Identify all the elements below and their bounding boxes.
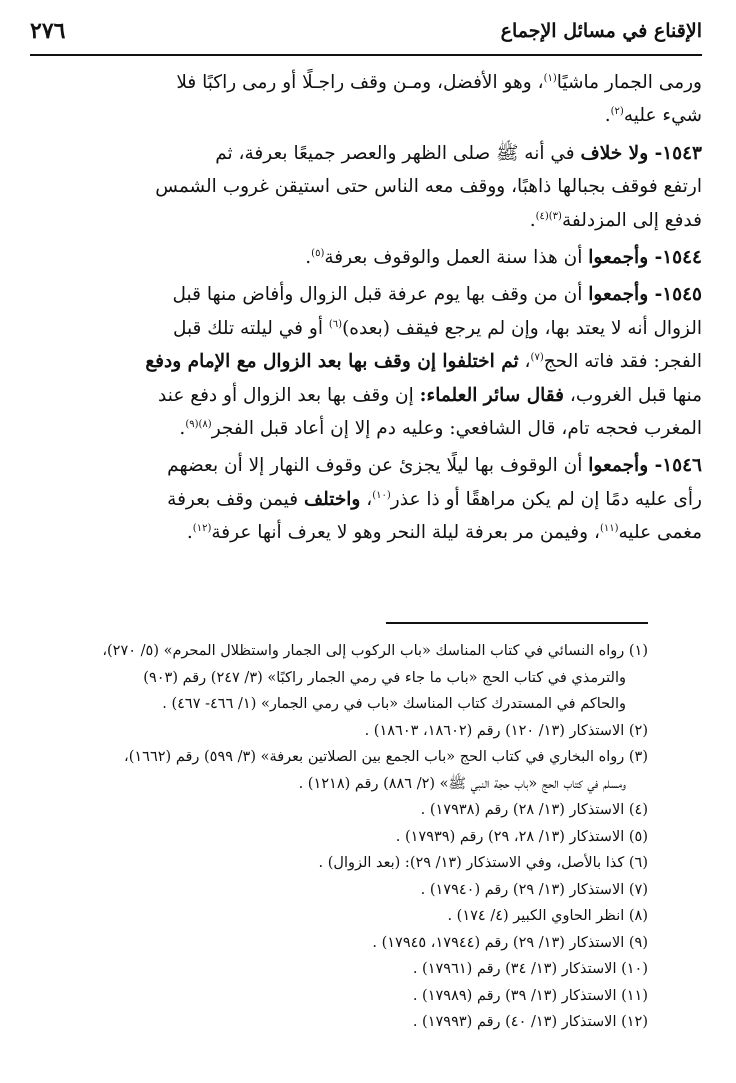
footnote-line: (١٢) الاستذكار (١٣/ ٤٠) رقم (١٧٩٩٣) . bbox=[412, 1014, 648, 1030]
keyword: واختلف bbox=[303, 488, 361, 510]
issue-number: ١٥٤٣ bbox=[662, 142, 702, 164]
footnote-line: (٤) الاستذكار (١٣/ ٢٨) رقم (١٧٩٣٨) . bbox=[420, 802, 648, 818]
keyword: وأجمعوا bbox=[588, 455, 649, 477]
running-title: الإقناع في مسائل الإجماع bbox=[500, 20, 702, 42]
page-number: ٢٧٦ bbox=[30, 18, 66, 44]
text-line: فدفع إلى المزدلفة$^{(٣)(٤)}$. bbox=[529, 209, 702, 231]
footnote-ref[interactable]: (٦) bbox=[328, 318, 343, 330]
footnote-line: والحاكم في المستدرك كتاب المناسك «باب في رمي الجمار» (١/ ٤٦٦- ٤٦٧) . bbox=[162, 696, 626, 712]
keyword: وأجمعوا bbox=[588, 247, 649, 269]
footnote-ref[interactable]: (٧) bbox=[530, 352, 544, 364]
issue-number: ١٥٤٦ bbox=[662, 455, 702, 477]
footnote-line: (٧) الاستذكار (١٣/ ٢٩) رقم (١٧٩٤٠) . bbox=[420, 881, 648, 898]
keyword: وأجمعوا bbox=[588, 284, 649, 306]
main-text bbox=[32, 66, 702, 554]
footnote-line: (٨) انظر الحاوي الكبير (٤/ ١٧٤) . bbox=[447, 908, 648, 924]
keyword: فقال سائر العلماء: bbox=[419, 384, 565, 406]
footnote-ref[interactable]: (٨)(٩) bbox=[185, 418, 212, 430]
issue-number: ١٥٤٤ bbox=[662, 247, 702, 269]
paragraph-1543 bbox=[32, 137, 702, 237]
footnote-line: (٣) رواه البخاري في كتاب الحج «باب الجمع بين الصلاتين بعرفة» (٣/ ٥٩٩) رقم (١٦٦٢)، bbox=[124, 749, 648, 765]
text-line: الزوال أنه لا يعتد بها، وإن لم يرجع فيقف (بعده)$^{(٦)}$ أو في ليلته تلك قبل bbox=[172, 317, 702, 339]
text-line: ارتفع فوقف بجبالها ذاهبًا، ووقف معه الناس حتى استيقن غروب الشمس bbox=[155, 176, 702, 198]
text-line: رأى عليه دمًا إن لم يكن مراهقًا أو ذا عذر$^{(١٠)}$، واختلف فيمن وقف بعرفة bbox=[167, 488, 702, 510]
page-header bbox=[30, 18, 702, 50]
footnote-line: (٦) كذا بالأصل، وفي الاستذكار (١٣/ ٢٩): (بعد الزوال) . bbox=[318, 855, 648, 871]
text-line: ١٥٤٤- وأجمعوا أن هذا سنة العمل والوقوف بعرفة$^{(٥)}$. bbox=[305, 247, 702, 269]
text-line: منها قبل الغروب، فقال سائر العلماء: إن وقف بها بعد الزوال أو دفع عند bbox=[158, 384, 702, 406]
footnote-ref[interactable]: (٥) bbox=[311, 247, 325, 259]
footnote-line: (١) رواه النسائي في كتاب المناسك «باب الركوب إلى الجمار واستظلال المحرم» (٥/ ٢٧٠)، bbox=[102, 643, 648, 659]
paragraph-1546 bbox=[32, 449, 702, 549]
keyword: ولا خلاف bbox=[580, 142, 649, 164]
paragraph-1544 bbox=[32, 241, 702, 274]
text-line: المغرب فحجه تام، قال الشافعي: وعليه دم إلا إن أعاد قبل الفجر$^{(٨)(٩)}$. bbox=[179, 418, 702, 440]
text-line: ١٥٤٥- وأجمعوا أن من وقف بها يوم عرفة قبل الزوال وأفاض منها قبل bbox=[172, 284, 702, 306]
footnote-separator bbox=[386, 622, 648, 624]
footnote-ref[interactable]: (١٢) bbox=[192, 523, 212, 535]
text-line: ١٥٤٣- ولا خلاف في أنه ﷺ صلى الظهر والعصر جميعًا بعرفة، ثم bbox=[215, 142, 702, 164]
footnote-line: (١٠) الاستذكار (١٣/ ٣٤) رقم (١٧٩٦١) . bbox=[412, 961, 648, 977]
header-rule bbox=[30, 54, 702, 56]
text-line: ورمى الجمار ماشيًا$^{(١)}$، وهو الأفضل، ومـن وقف راجـلًا أو رمى راكبًا فلا bbox=[176, 72, 702, 93]
footnote-line: والترمذي في كتاب الحج «باب ما جاء في رمي الجمار راكبًا» (٣/ ٢٤٧) رقم (٩٠٣) bbox=[143, 669, 626, 686]
footnote-ref[interactable]: (٣)(٤) bbox=[535, 210, 562, 222]
text-line: مغمى عليه$^{(١١)}$، وفيمن مر بعرفة ليلة النحر وهو لا يعرف أنها عرفة$^{(١٢)}$. bbox=[186, 522, 702, 544]
footnote-ref[interactable]: (١) bbox=[543, 72, 557, 84]
text-line: شيء عليه$^{(٢)}$. bbox=[604, 105, 702, 127]
footnote-ref[interactable]: (٢) bbox=[610, 106, 624, 118]
keyword: ثم اختلفوا إن وقف بها بعد الزوال مع الإمام ودفع bbox=[145, 351, 519, 373]
text-line: الفجر: فقد فاته الحج$^{(٧)}$، ثم اختلفوا إن وقف بها بعد الزوال مع الإمام ودفع bbox=[145, 351, 702, 373]
footnote-line: (٥) الاستذكار (١٣/ ٢٨، ٢٩) رقم (١٧٩٣٩) . bbox=[395, 828, 648, 845]
footnote-ref[interactable]: (١١) bbox=[599, 523, 619, 535]
footnote-ref[interactable]: (١٠) bbox=[372, 489, 391, 501]
footnote-line: (١١) الاستذكار (١٣/ ٣٩) رقم (١٧٩٨٩) . bbox=[412, 987, 648, 1004]
paragraph-1545 bbox=[32, 278, 702, 445]
footnote-line: ومسلم في كتاب الحج «باب حجة النبي ﷺ» (٢/ ٨٨٦) رقم (١٢١٨) . bbox=[298, 775, 626, 792]
paragraph-continuation bbox=[32, 66, 702, 133]
footnote-line: (٩) الاستذكار (١٣/ ٢٩) رقم (١٧٩٤٤، ١٧٩٤٥) . bbox=[372, 934, 648, 951]
footnotes bbox=[48, 638, 648, 1036]
issue-number: ١٥٤٥ bbox=[662, 284, 702, 306]
text-line: ١٥٤٦- وأجمعوا أن الوقوف بها ليلًا يجزئ عن وقوف النهار إلا أن بعضهم bbox=[167, 455, 702, 477]
footnote-line: (٢) الاستذكار (١٣/ ١٢٠) رقم (١٨٦٠٢، ١٨٦٠٣) . bbox=[364, 722, 648, 739]
